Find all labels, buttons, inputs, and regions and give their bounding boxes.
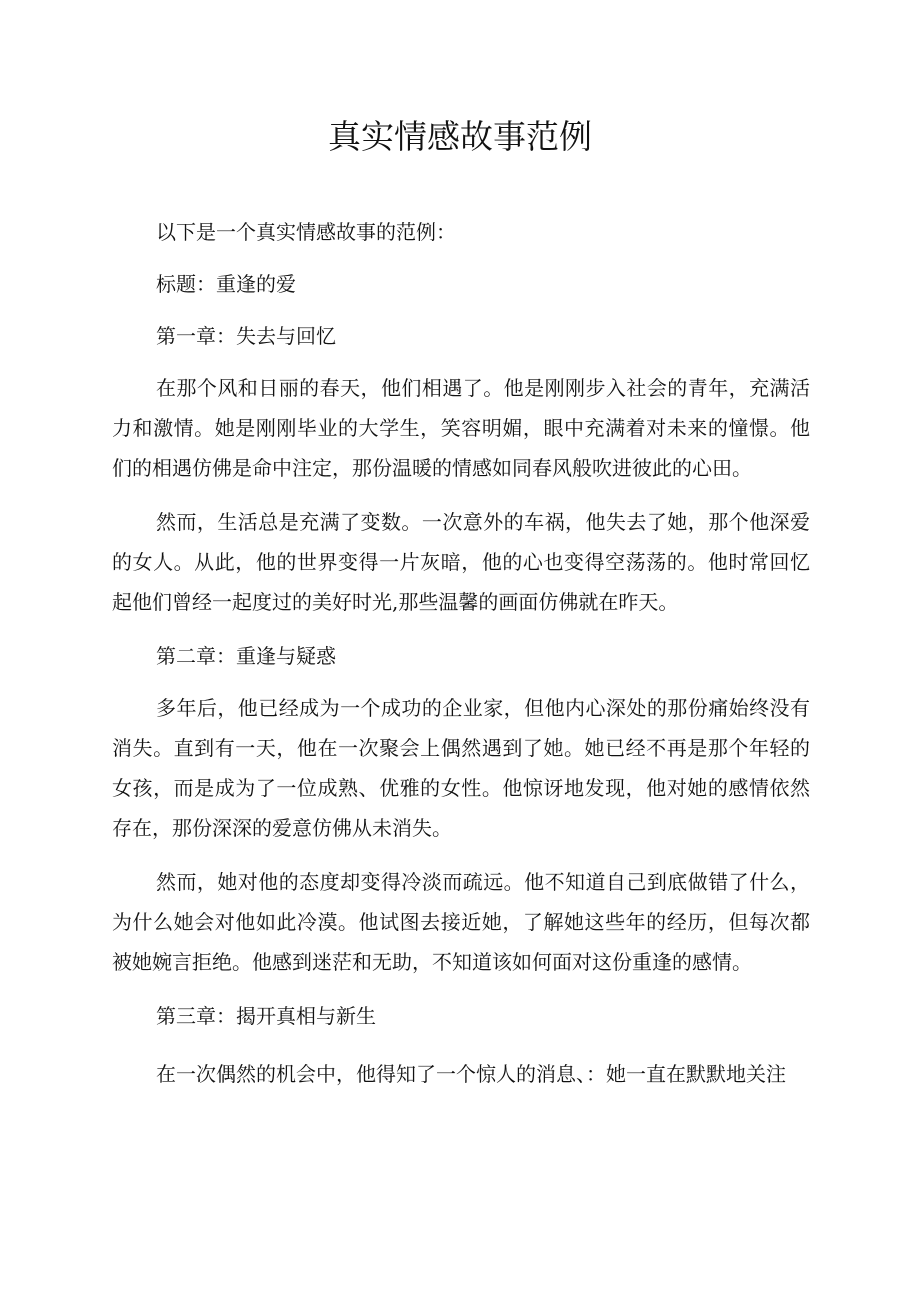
story-title-line: 标题：重逢的爱 <box>156 272 296 296</box>
chapter-heading-2: 第二章：重逢与疑惑 <box>156 644 336 668</box>
document-body <box>112 212 810 1094</box>
document-title: 真实情感故事范例 <box>328 117 592 156</box>
paragraph-1: 在那个风和日丽的春天，他们相遇了。他是刚刚步入社会的青年，充满活力和激情。她是刚刚毕业的大学生，笑容明媚，眼中充满着对未来的憧憬。他们的相遇仿佛是命中注定，那份温暖的情感如同春风般吹进彼此的心田。 <box>112 376 810 480</box>
intro-line: 以下是一个真实情感故事的范例： <box>156 220 456 244</box>
chapter-heading-3: 第三章：揭开真相与新生 <box>156 1004 376 1028</box>
paragraph-2: 然而，生活总是充满了变数。一次意外的车祸，他失去了她，那个他深爱的女人。从此，他的世界变得一片灰暗，他的心也变得空荡荡的。他时常回忆起他们曾经一起度过的美好时光,那些温馨的画面仿佛就在昨天。 <box>112 510 810 614</box>
paragraph-3: 多年后，他已经成为一个成功的企业家，但他内心深处的那份痛始终没有消失。直到有一天，他在一次聚会上偶然遇到了她。她已经不再是那个年轻的女孩，而是成为了一位成熟、优雅的女性。他惊讶地发现，他对她的感情依然存在，那份深深的爱意仿佛从未消失。 <box>112 696 810 840</box>
paragraph-4: 然而，她对他的态度却变得冷淡而疏远。他不知道自己到底做错了什么，为什么她会对他如此冷漠。他试图去接近她，了解她这些年的经历，但每次都被她婉言拒绝。他感到迷茫和无助，不知道该如何面对这份重逢的感情。 <box>112 870 810 974</box>
chapter-heading-1: 第一章：失去与回忆 <box>156 324 336 348</box>
paragraph-5: 在一次偶然的机会中，他得知了一个惊人的消息、：她一直在默默地关注 <box>156 1062 786 1086</box>
